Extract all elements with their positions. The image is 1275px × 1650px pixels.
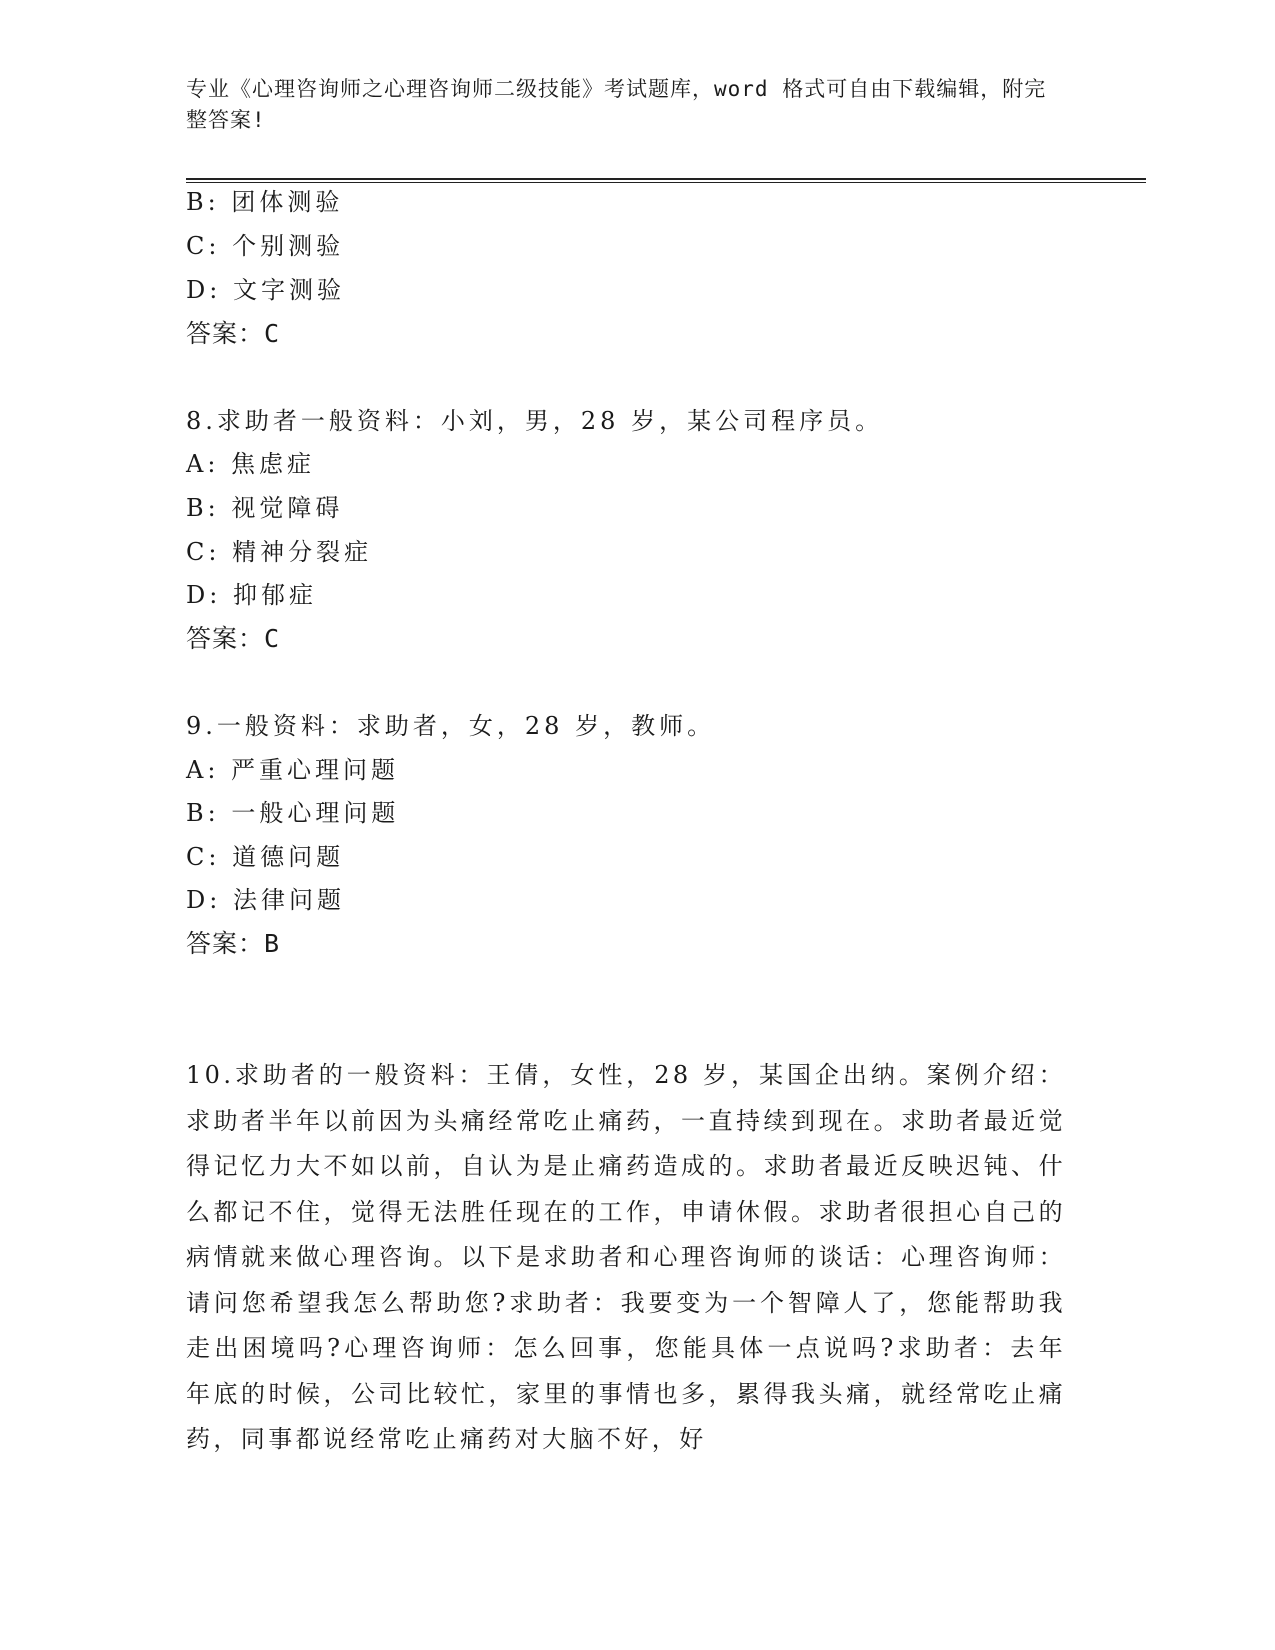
option-line: C: 精神分裂症: [186, 538, 373, 566]
header-divider-thin: [186, 182, 1146, 183]
question-stem: 8.求助者一般资料：小刘，男，28 岁，某公司程序员。: [186, 407, 884, 435]
option-line: B: 一般心理问题: [186, 799, 400, 827]
answer-line: 答案：B: [186, 929, 281, 958]
header-divider-thick: [186, 178, 1146, 180]
option-line: B: 视觉障碍: [186, 494, 344, 522]
answer-line: 答案：C: [186, 624, 281, 653]
document-header: 专业《心理咨询师之心理咨询师二级技能》考试题库，word 格式可自由下载编辑，附完整答案!: [186, 77, 1047, 132]
option-line: A: 严重心理问题: [186, 756, 400, 784]
option-line: C: 个别测验: [186, 232, 345, 260]
question-paragraph: 10.求助者的一般资料：王倩，女性，28 岁，某国企出纳。案例介绍：求助者半年以前因为头痛经常吃止痛药，一直持续到现在。求助者最近觉得记忆力大不如以前，自认为是止痛药造成的。求助者最近反映迟钝、什么都记不住，觉得无法胜任现在的工作，申请休假。求助者很担心自己的病情就来做心理咨询。以下是求助者和心理咨询师的谈话：心理咨询师：请问您希望我怎么帮助您?求助者：我要变为一个智障人了，您能帮助我走出困境吗?心理咨询师：怎么回事，您能具体一点说吗?求助者：去年年底的时候，公司比较忙，家里的事情也多，累得我头痛，就经常吃止痛药，同事都说经常吃止痛药对大脑不好，好: [186, 1061, 1066, 1453]
option-line: D: 抑郁症: [186, 581, 317, 609]
option-line: D: 法律问题: [186, 886, 345, 914]
option-line: B: 团体测验: [186, 188, 344, 216]
option-line: C: 道德问题: [186, 843, 345, 871]
question-stem: 9.一般资料：求助者，女，28 岁，教师。: [186, 712, 716, 740]
option-line: D: 文字测验: [186, 276, 345, 304]
answer-line: 答案：C: [186, 319, 281, 348]
option-line: A: 焦虑症: [186, 450, 316, 478]
